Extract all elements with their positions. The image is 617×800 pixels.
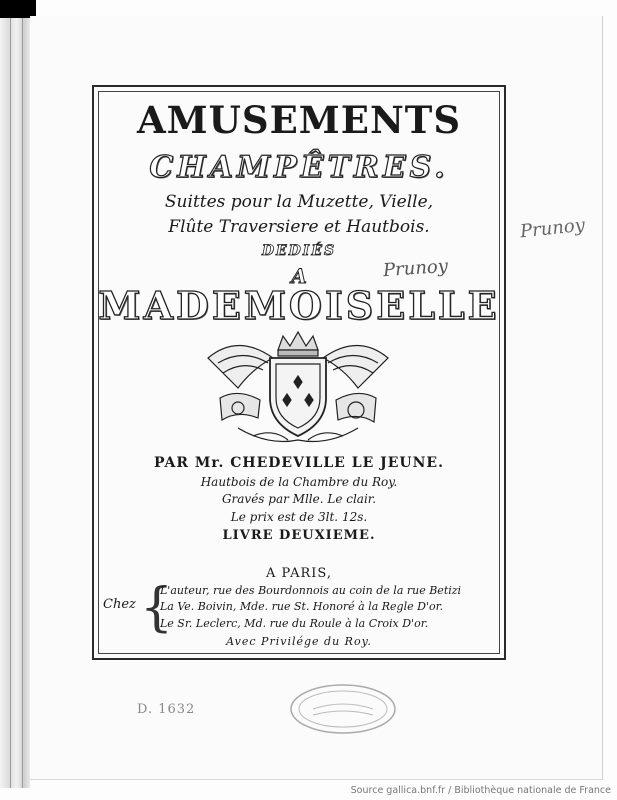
imprint-brace: { <box>140 578 174 638</box>
price-line: Le prix est de 3lt. 12s. <box>230 510 368 524</box>
composer-role: Hautbois de la Chambre du Roy. <box>200 475 398 489</box>
handwritten-signature-margin: Prunoy <box>519 214 586 243</box>
subtitle-line-2: Flûte Traversiere et Hautbois. <box>168 217 430 237</box>
source-credit: Source gallica.bnf.fr / Bibliothèque nationale de France <box>350 785 611 796</box>
title-line-1: AMUSEMENTS <box>136 98 462 142</box>
royal-coat-of-arms-emblem <box>198 328 398 450</box>
binding-edge <box>10 18 11 788</box>
engraver-credit: Gravés par Mlle. Le clair. <box>221 492 377 506</box>
imprint-chez: Chez <box>103 597 136 612</box>
binding-edge <box>22 18 23 788</box>
royal-privilege: Avec Privilége du Roy. <box>226 635 372 648</box>
handwritten-signature: Prunoy <box>382 255 449 282</box>
composer-credit: PAR Mr. CHEDEVILLE LE JEUNE. <box>154 455 444 471</box>
library-stamp <box>288 681 398 737</box>
dedicatee: MADEMOISELLE <box>98 283 500 328</box>
book-binding <box>0 18 30 788</box>
dedication-label: DEDIÉS <box>261 243 337 259</box>
dedication-preposition: A <box>291 264 307 288</box>
subtitle-line-1: Suittes pour la Muzette, Vielle, <box>164 192 434 212</box>
inventory-mark: D. 1632 <box>137 702 196 717</box>
imprint-address: La Ve. Boivin, Mde. rue St. Honoré à la Regle D'or. <box>160 600 444 613</box>
title-line-2: CHAMPÊTRES. <box>149 150 449 185</box>
imprint-city: A PARIS, <box>266 566 332 581</box>
imprint-address: L'auteur, rue des Bourdonnois au coin de la rue Betizi <box>160 584 462 597</box>
imprint-address: Le Sr. Leclerc, Md. rue du Roule à la Croix D'or. <box>160 617 429 630</box>
book-number: LIVRE DEUXIEME. <box>222 528 376 543</box>
